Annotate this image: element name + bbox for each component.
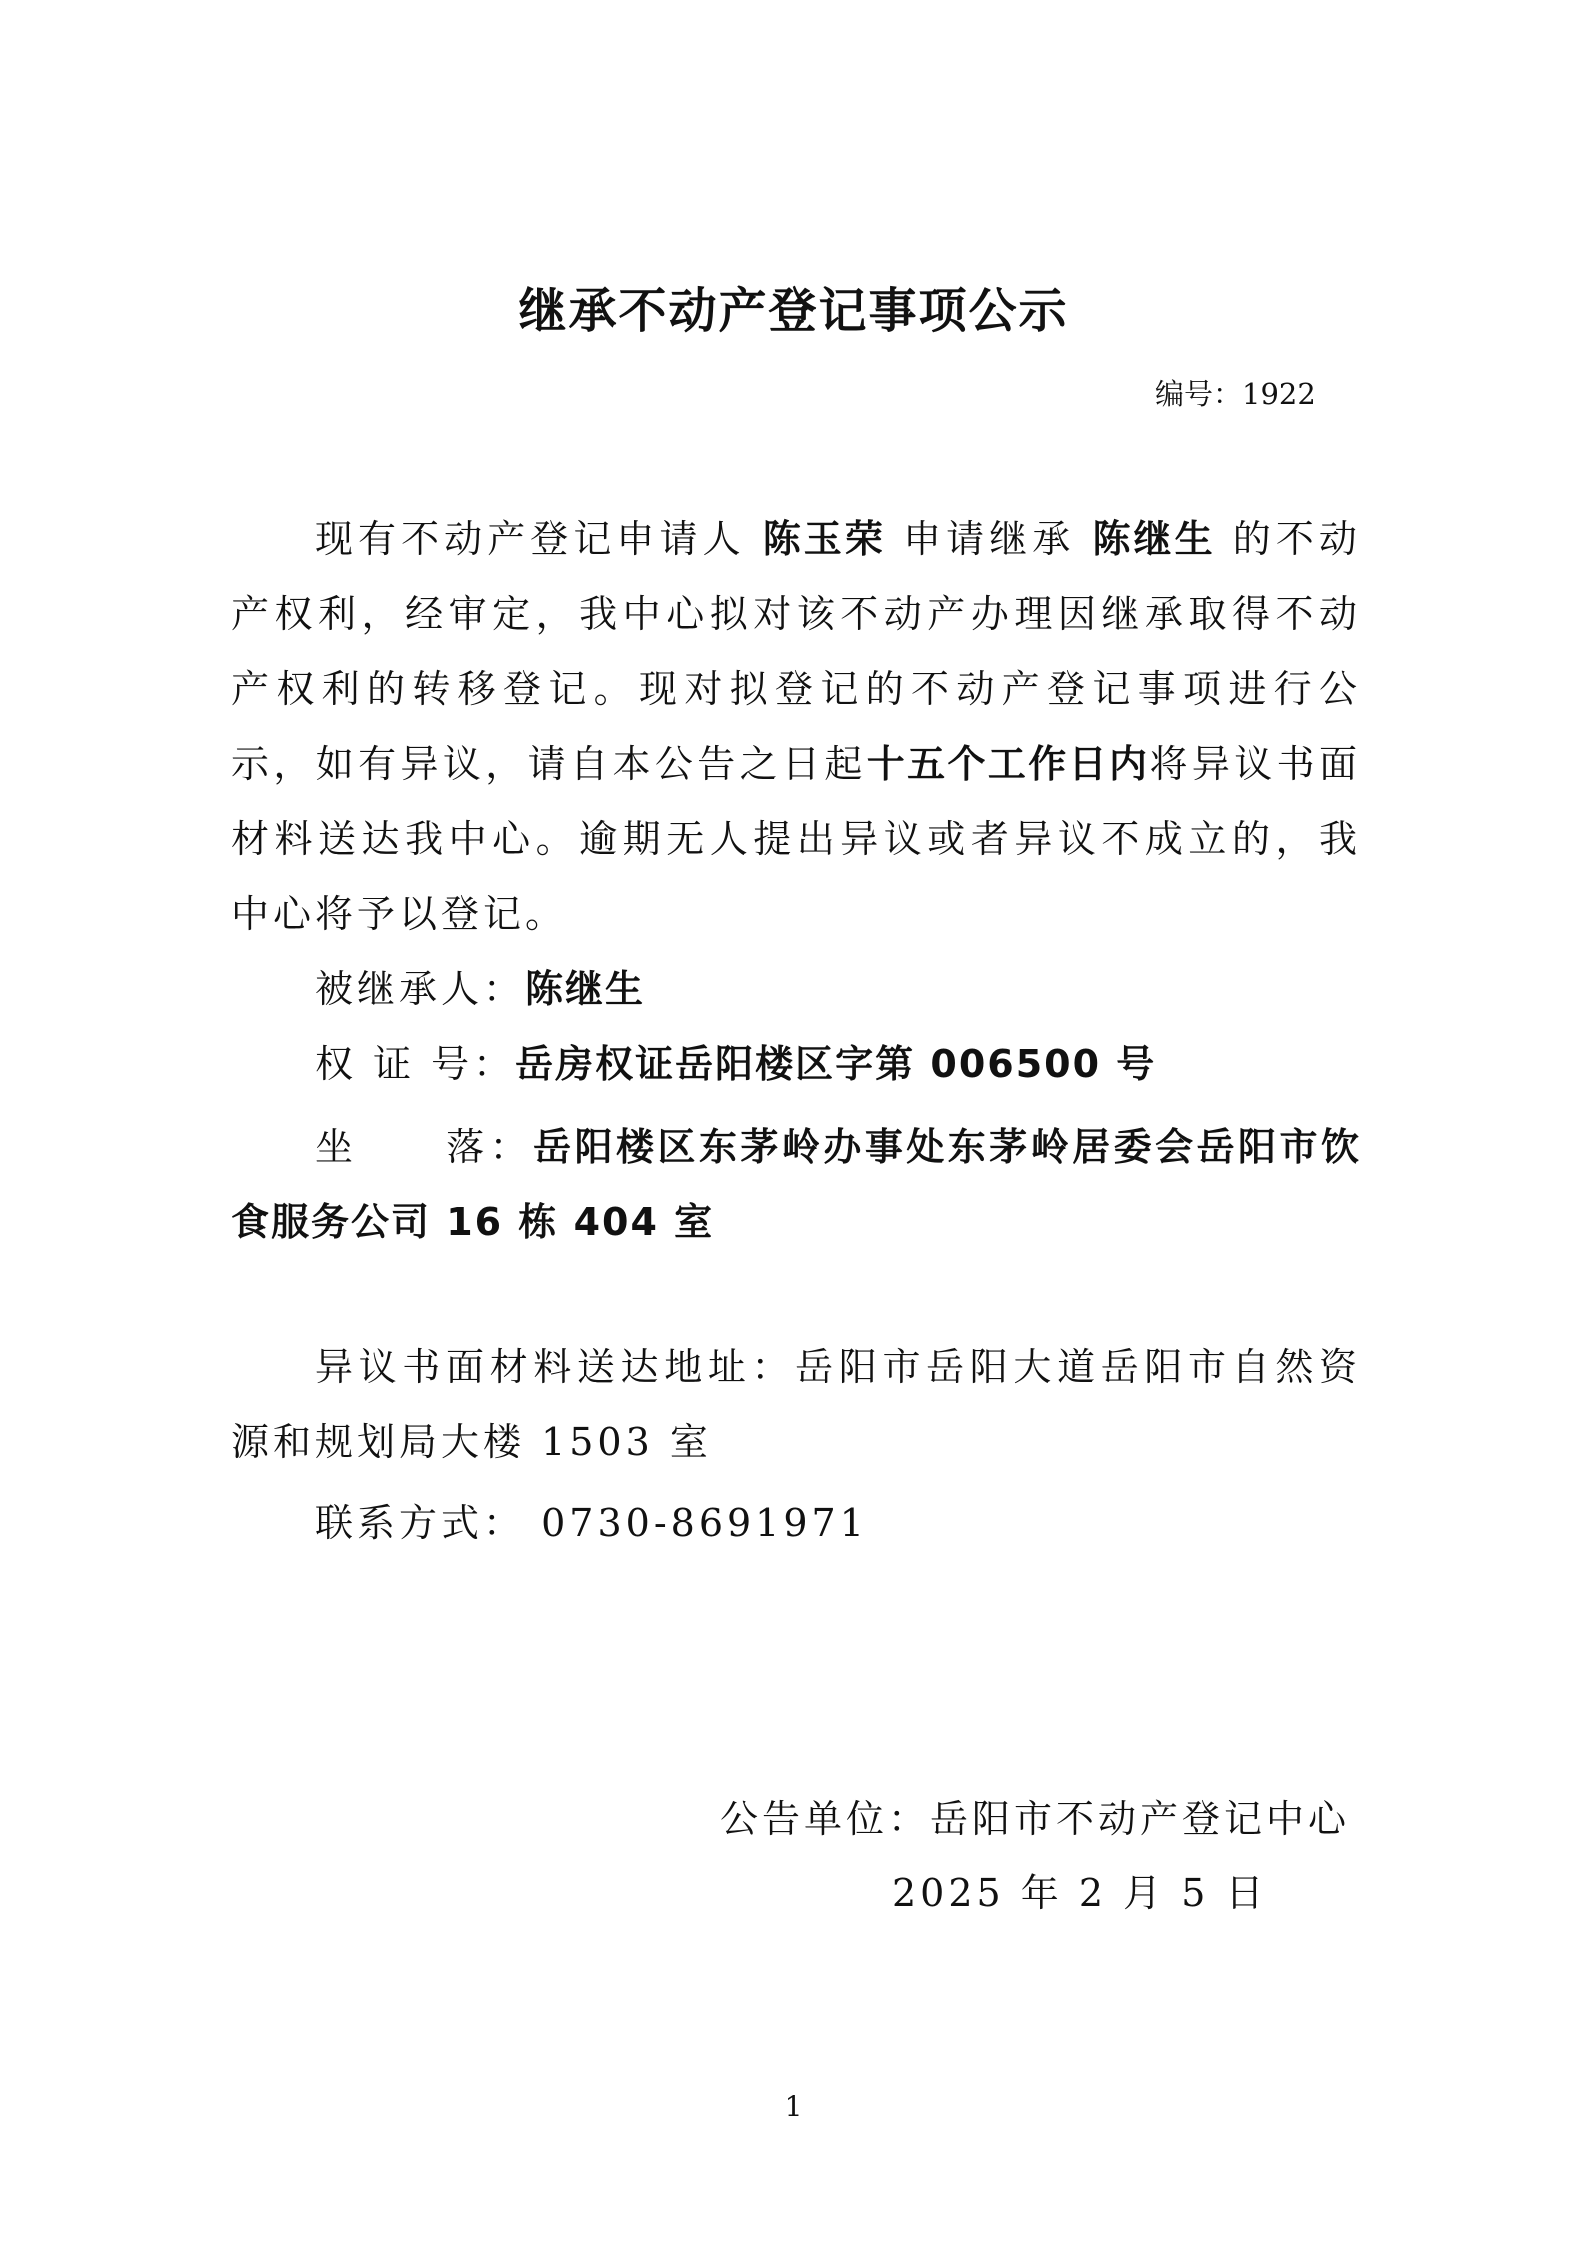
field-label: 联系方式： <box>315 1501 526 1545</box>
paragraph-text: 申请继承 <box>903 517 1076 561</box>
applicant-name: 陈玉荣 <box>762 517 886 561</box>
field-label: 权 证 号： <box>315 1042 516 1086</box>
objection-address: 异议书面材料送达地址：岳阳市岳阳大道岳阳市自然资源和规划局大楼 1503 室 <box>231 1345 1361 1464</box>
paragraph-text: 将异议书面材料送达我中心。逾期无人提出异议或者异议不成立的，我中心将予以登记。 <box>231 742 1361 936</box>
issue-date: 2025 年 2 月 5 日 <box>892 1871 1268 1915</box>
field-value: 陈继生 <box>525 967 646 1011</box>
document-number: 编号：1922 <box>1155 377 1316 411</box>
contact-field <box>231 1486 1445 1561</box>
field-label: 坐 落： <box>315 1125 534 1169</box>
field-label: 被继承人： <box>315 967 526 1011</box>
issuing-unit: 公告单位：岳阳市不动产登记中心 <box>720 1797 1351 1841</box>
paragraph-text: 的不动产权利，经审定，我中心拟对该不动产办理因继承取得不动产权利的转移登记。现对拟登记的不动产登记事项进行公示，如有异议，请自本公告之日起 <box>231 517 1361 786</box>
field-value: 岳阳楼区东茅岭办事处东茅岭居委会岳阳市饮食服务公司 16 栋 404 室 <box>231 1125 1361 1244</box>
location-field <box>231 1110 1361 1260</box>
decedent-field <box>231 952 1445 1027</box>
certificate-field <box>231 1027 1445 1102</box>
announcement-paragraph <box>231 502 1361 952</box>
page-number: 1 <box>784 2090 803 2123</box>
contact-phone: 0730-8691971 <box>541 1501 868 1545</box>
field-value: 岳房权证岳阳楼区字第 006500 号 <box>515 1042 1157 1086</box>
objection-deadline: 十五个工作日内 <box>866 742 1150 786</box>
document-title: 继承不动产登记事项公示 <box>518 283 1069 339</box>
decedent-name: 陈继生 <box>1092 517 1216 561</box>
paragraph-text: 现有不动产登记申请人 <box>315 517 746 561</box>
